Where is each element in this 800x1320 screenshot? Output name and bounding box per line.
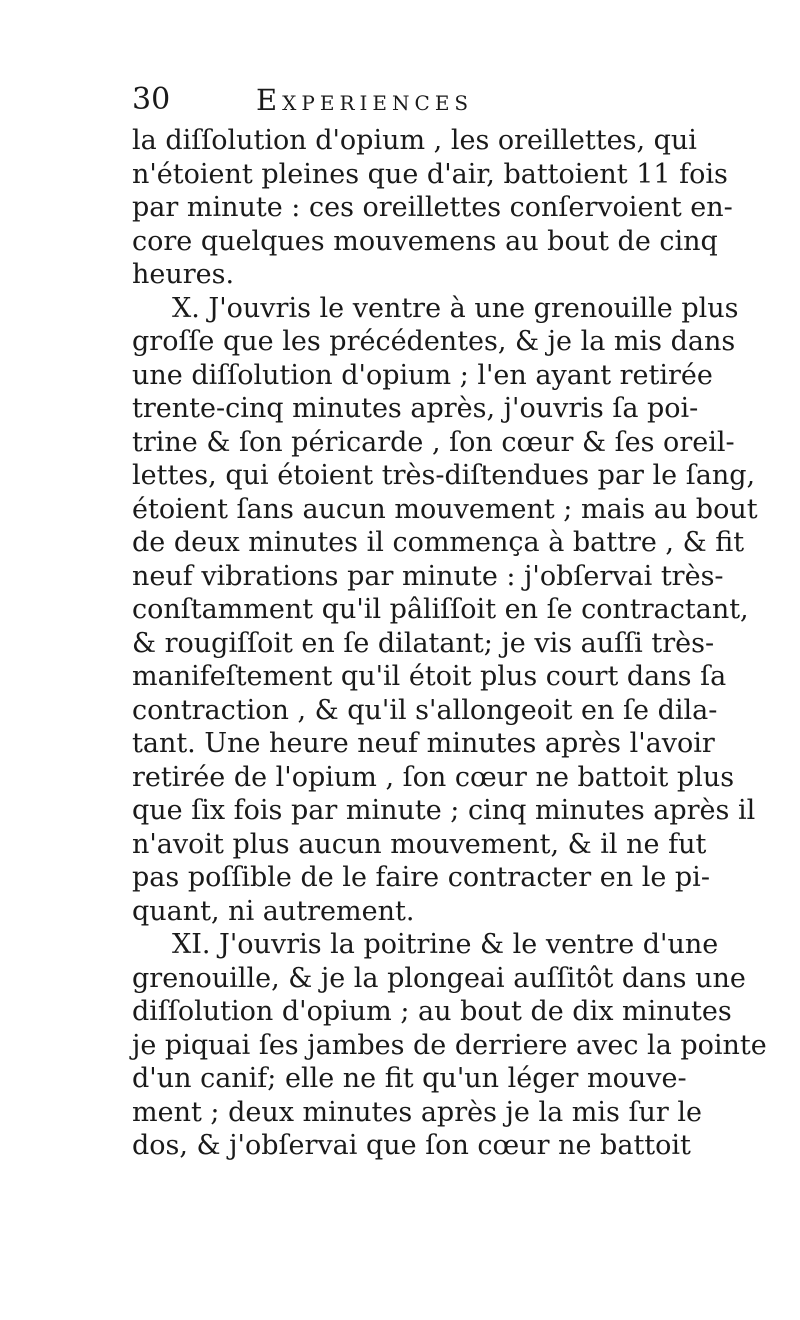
text-line: core quelques mouvemens au bout de cinq: [132, 225, 718, 257]
text-line: & rougiſſoit en ſe dilatant; je vis auſſi très-: [132, 627, 715, 659]
text-line: retirée de l'opium , ſon cœur ne battoit plus: [132, 761, 735, 793]
text-line: ment ; deux minutes après je la mis ſur le: [132, 1096, 702, 1128]
text-line: n'avoit plus aucun mouvement, & il ne fut: [132, 828, 707, 860]
text-line: trine & ſon péricarde , ſon cœur & ſes oreil-: [132, 426, 735, 458]
text-line: d'un canif; elle ne fit qu'un léger mouve-: [132, 1063, 687, 1094]
text-line: une diſſolution d'opium ; l'en ayant retirée: [132, 359, 713, 391]
text-line: pas poſſible de le faire contracter en le pi-: [132, 862, 710, 893]
text-line: manifeſtement qu'il étoit plus court dans ſa: [132, 661, 727, 692]
text-line: que ſix fois par minute ; cinq minutes après il: [132, 795, 756, 826]
text-line: diſſolution d'opium ; au bout de dix minutes: [132, 996, 732, 1027]
text-line: trente-cinq minutes après, j'ouvris ſa poi-: [132, 393, 699, 424]
page-number: 30: [132, 82, 171, 117]
body-text: [132, 124, 767, 1163]
text-line: contraction , & qu'il s'allongeoit en ſe dila-: [132, 694, 718, 726]
running-title: Experiences: [256, 83, 474, 117]
running-head: [132, 78, 672, 122]
text-line: heures.: [132, 259, 235, 290]
text-line: lettes, qui étoient très-diſtendues par le ſang,: [132, 460, 756, 491]
text-line: grenouille, & je la plongeai auſſitôt dans une: [132, 962, 746, 994]
text-line: la diſſolution d'opium , les oreillettes, qui: [132, 125, 697, 156]
text-line: je piquai ſes jambes de derriere avec la pointe: [132, 1029, 767, 1061]
text-line: tant. Une heure neuf minutes après l'avoir: [132, 728, 715, 759]
text-line: X. J'ouvris le ventre à une grenouille plus: [172, 292, 739, 324]
text-line: par minute : ces oreillettes conſervoient en-: [132, 192, 733, 223]
text-line: groſſe que les précédentes, & je la mis dans: [132, 326, 736, 357]
text-line: conſtamment qu'il pâliſſoit en ſe contractant,: [132, 594, 749, 625]
text-line: n'étoient pleines que d'air, battoient 11 fois: [132, 158, 728, 190]
text-line: XI. J'ouvris la poitrine & le ventre d'une: [172, 929, 719, 960]
text-line: quant, ni autrement.: [132, 895, 415, 927]
text-line: de deux minutes il commença à battre , & fit: [132, 527, 745, 558]
text-line: neuf vibrations par minute : j'obſervai très-: [132, 560, 724, 592]
text-line: dos, & j'obſervai que ſon cœur ne battoit: [132, 1130, 691, 1161]
text-line: étoient ſans aucun mouvement ; mais au bout: [132, 493, 758, 525]
